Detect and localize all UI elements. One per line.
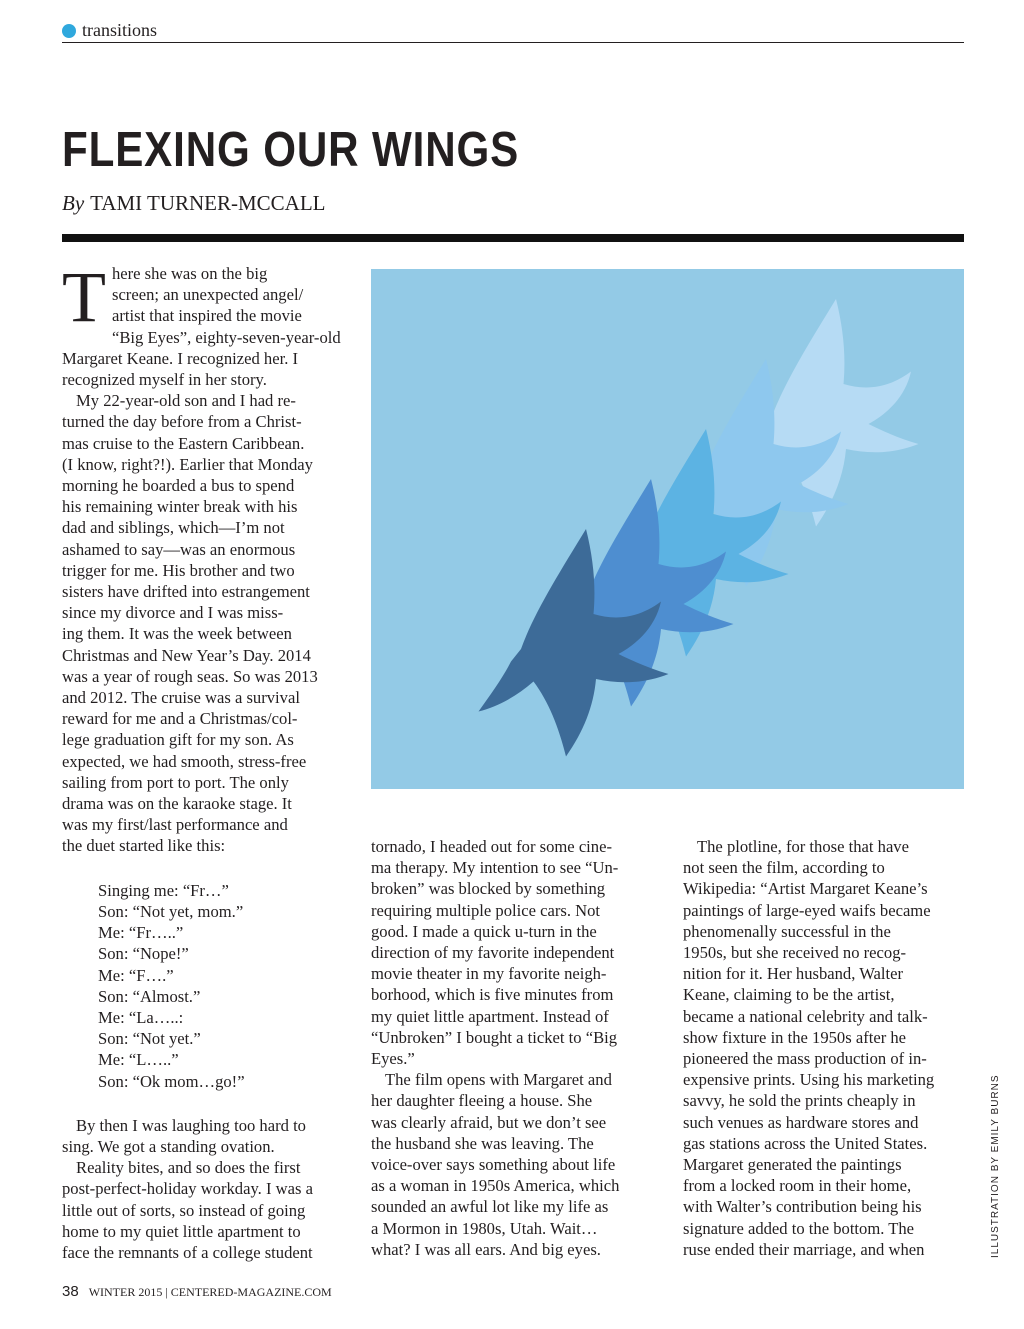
text-line: post-perfect-holiday workday. I was a: [62, 1179, 313, 1199]
text-line: such venues as hardware stores and: [683, 1112, 919, 1132]
drop-cap: T: [62, 257, 106, 337]
text-line: expected, we had smooth, stress-free: [62, 751, 307, 771]
text-line: Reality bites, and so does the first: [76, 1158, 301, 1178]
body-column-2: [371, 836, 656, 1260]
text-line: The plotline, for those that have: [697, 837, 909, 856]
birds-illustration: [371, 269, 964, 789]
text-line: voice-over says something about life: [371, 1155, 616, 1175]
text-line: the duet started like this:: [62, 836, 226, 856]
text-line: paintings of large-eyed waifs became: [683, 900, 931, 920]
illustration-credit: ILLUSTRATION BY EMILY BURNS: [990, 1074, 1001, 1258]
flying-birds-image: [371, 269, 964, 789]
dialog-line: Singing me: “Fr…”: [98, 880, 229, 900]
text-line: his remaining winter break with his: [62, 497, 298, 517]
text-line: the husband she was leaving. The: [371, 1133, 594, 1153]
header-rule: [62, 42, 964, 43]
dialog-line: Me: “F….”: [98, 965, 174, 985]
text-line: drama was on the karaoke stage. It: [62, 794, 292, 814]
text-line: Christmas and New Year’s Day. 2014: [62, 645, 311, 665]
text-line: The film opens with Margaret and: [385, 1070, 612, 1090]
text-line: sailing from port to port. The only: [62, 772, 289, 792]
text-line: nition for it. Her husband, Walter: [683, 964, 904, 984]
text-line: phenomenally successful in the: [683, 921, 891, 941]
text-line: face the remnants of a college student: [62, 1242, 313, 1262]
text-line: pioneered the mass production of in-: [683, 1049, 927, 1069]
karaoke-dialog: [98, 880, 352, 1092]
byline: [62, 191, 326, 216]
text-line: Margaret Keane. I recognized her. I: [62, 348, 299, 368]
text-line: ing them. It was the week between: [62, 624, 292, 644]
dialog-line: Son: “Ok mom…go!”: [98, 1071, 245, 1091]
text-line: (I know, right?!). Earlier that Monday: [62, 454, 313, 474]
text-line: show fixture in the 1950s after he: [683, 1027, 907, 1047]
title-rule: [62, 234, 964, 242]
page-number: 38: [62, 1283, 79, 1300]
byline-prefix: By: [62, 191, 85, 215]
text-line: here she was on the big: [111, 264, 268, 283]
text-line: By then I was laughing too hard to: [76, 1115, 306, 1135]
dialog-line: Son: “Not yet, mom.”: [98, 901, 244, 921]
text-line: borhood, which is five minutes from: [371, 985, 614, 1005]
text-line: a Mormon in 1980s, Utah. Wait…: [371, 1218, 598, 1238]
text-line: artist that inspired the movie: [111, 306, 302, 326]
text-line: ruse ended their marriage, and when: [683, 1239, 925, 1259]
text-line: since my divorce and I was miss-: [62, 603, 284, 623]
section-marker-dot: [62, 24, 76, 38]
text-line: was clearly afraid, but we don’t see: [371, 1112, 607, 1132]
dialog-line: Me: “La…..:: [98, 1007, 184, 1027]
dialog-line: Me: “L…..”: [98, 1050, 179, 1070]
text-line: gas stations across the United States.: [683, 1133, 928, 1153]
text-line: savvy, he sold the prints cheaply in: [683, 1091, 916, 1111]
body-column-1: [62, 257, 352, 1263]
text-line: My 22-year-old son and I had re-: [76, 391, 296, 411]
text-line: expensive prints. Using his marketing: [683, 1070, 935, 1090]
text-line: what? I was all ears. And big eyes.: [371, 1239, 601, 1259]
text-line: sing. We got a standing ovation.: [62, 1136, 275, 1156]
text-line: was a year of rough seas. So was 2013: [62, 666, 318, 686]
text-line: Wikipedia: “Artist Margaret Keane’s: [683, 879, 928, 899]
text-line: reward for me and a Christmas/col-: [62, 709, 298, 729]
text-line: signature added to the bottom. The: [683, 1218, 915, 1238]
text-line: her daughter fleeing a house. She: [371, 1091, 593, 1111]
text-line: screen; an unexpected angel/: [111, 285, 304, 305]
text-line: movie theater in my favorite neigh-: [371, 964, 607, 984]
text-line: and 2012. The cruise was a survival: [62, 688, 300, 708]
text-line: ashamed to say—was an enormous: [62, 539, 296, 559]
body-column-3: [683, 836, 968, 1260]
text-line: morning he boarded a bus to spend: [62, 476, 295, 496]
text-line: broken” was blocked by something: [371, 879, 606, 899]
dialog-line: Son: “Nope!”: [98, 944, 189, 964]
text-line: from a locked room in their home,: [683, 1176, 912, 1196]
text-line: Keane, claiming to be the artist,: [683, 985, 895, 1005]
dialog-line: Son: “Almost.”: [98, 986, 201, 1006]
text-line: requiring multiple police cars. Not: [371, 900, 601, 920]
dialog-line: Me: “Fr…..”: [98, 923, 184, 943]
text-line: turned the day before from a Christ-: [62, 412, 302, 432]
text-line: not seen the film, according to: [683, 858, 885, 878]
page-footer: [62, 1283, 332, 1300]
text-line: ma therapy. My intention to see “Un-: [371, 858, 619, 878]
issue-info: WINTER 2015 | CENTERED-MAGAZINE.COM: [88, 1285, 332, 1299]
text-line: became a national celebrity and talk-: [683, 1006, 928, 1026]
text-line: Eyes.”: [371, 1049, 415, 1069]
author-name: TAMI TURNER-MCCALL: [90, 191, 326, 215]
text-line: 1950s, but she received no recog-: [683, 943, 907, 963]
article-title: FLEXING OUR WINGS: [62, 123, 520, 177]
text-line: dad and siblings, which—I’m not: [62, 518, 285, 538]
text-line: my quiet little apartment. Instead of: [371, 1006, 609, 1026]
text-line: little out of sorts, so instead of going: [62, 1200, 306, 1220]
text-line: as a woman in 1950s America, which: [371, 1176, 620, 1196]
text-line: “Unbroken” I bought a ticket to “Big: [371, 1027, 618, 1047]
text-line: good. I made a quick u-turn in the: [371, 921, 597, 941]
dialog-line: Son: “Not yet.”: [98, 1029, 201, 1049]
text-line: “Big Eyes”, eighty-seven-year-old: [111, 327, 341, 347]
text-line: home to my quiet little apartment to: [62, 1221, 301, 1241]
text-line: mas cruise to the Eastern Caribbean.: [62, 433, 305, 453]
text-line: was my first/last performance and: [62, 815, 288, 835]
text-line: sounded an awful lot like my life as: [371, 1197, 609, 1217]
text-line: tornado, I headed out for some cine-: [371, 837, 612, 856]
text-line: lege graduation gift for my son. As: [62, 730, 294, 750]
section-label: transitions: [82, 20, 157, 40]
text-line: direction of my favorite independent: [371, 943, 615, 963]
text-line: trigger for me. His brother and two: [62, 560, 295, 580]
text-line: recognized myself in her story.: [62, 370, 267, 390]
text-line: with Walter’s contribution being his: [683, 1197, 922, 1217]
text-line: sisters have drifted into estrangement: [62, 582, 310, 602]
text-line: Margaret generated the paintings: [683, 1155, 902, 1175]
